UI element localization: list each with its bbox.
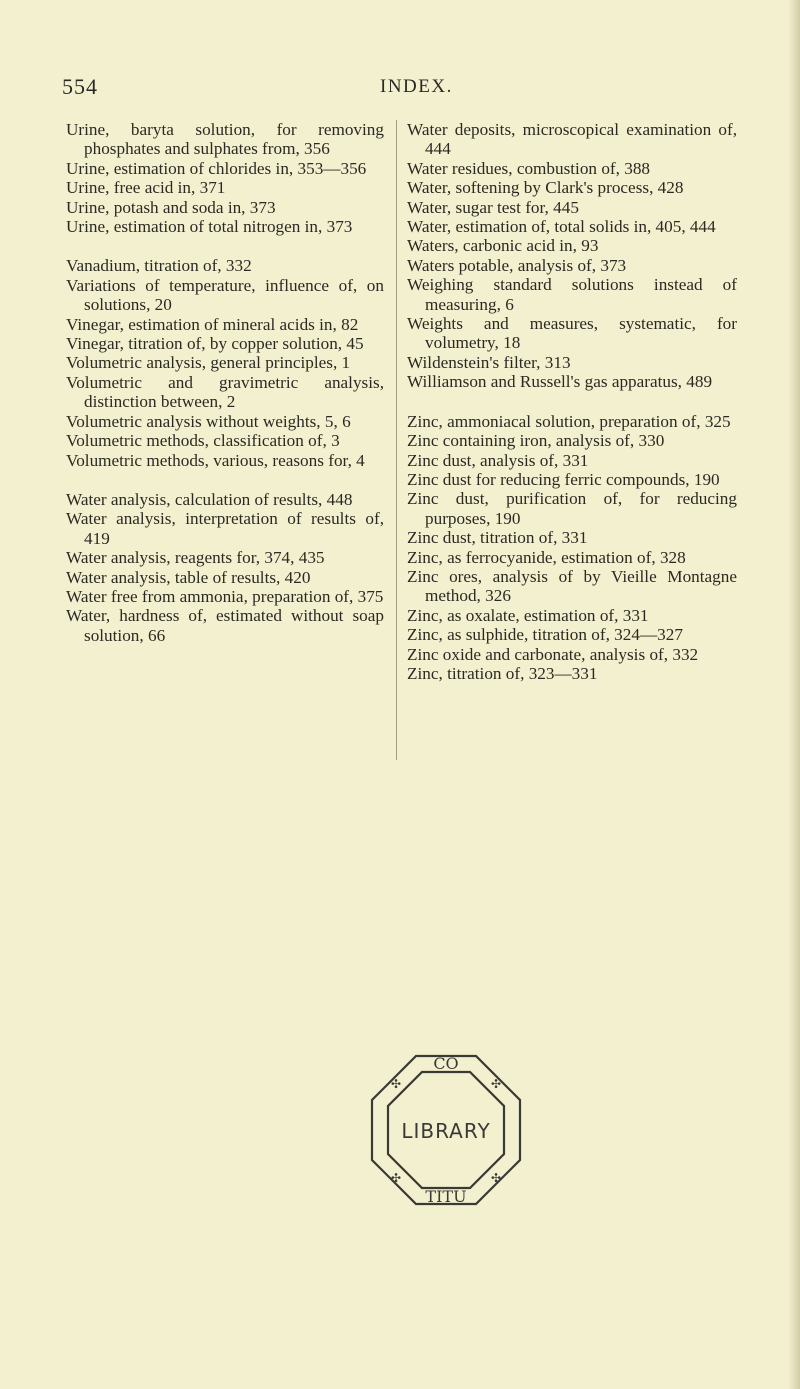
index-entry: Urine, baryta solution, for removing phosphates and sulphates from, 356 [66, 120, 384, 159]
index-entry: Volumetric and gravimetric analysis, distinction between, 2 [66, 372, 384, 412]
index-entry: Water analysis, interpretation of results of, 419 [66, 509, 384, 548]
index-entry: Zinc oxide and carbonate, analysis of, 332 [407, 644, 699, 664]
index-entry: Water, estimation of, total solids in, 405, 444 [407, 217, 716, 237]
right-column [407, 120, 737, 683]
index-entry: Zinc containing iron, analysis of, 330 [407, 431, 665, 451]
index-entry: Zinc, as ferrocyanide, estimation of, 328 [407, 547, 686, 567]
index-entry: Volumetric analysis, general principles, 1 [66, 353, 351, 373]
section-gap [66, 470, 384, 490]
index-entry: Zinc ores, analysis of by Vieille Montagne method, 326 [407, 566, 737, 606]
index-entry: Urine, estimation of total nitrogen in, 373 [66, 217, 353, 237]
page-header [62, 74, 762, 104]
index-entry: Water residues, combustion of, 388 [407, 158, 651, 178]
index-entry: Vanadium, titration of, 332 [66, 256, 252, 276]
index-entry: Waters, carbonic acid in, 93 [407, 236, 599, 256]
stamp-bottom-text: TITU [425, 1187, 467, 1206]
index-entry: Urine, free acid in, 371 [66, 178, 226, 198]
library-stamp-icon [366, 1050, 526, 1210]
index-entry: Waters potable, analysis of, 373 [407, 255, 627, 275]
index-entry: Volumetric methods, various, reasons for, 4 [66, 450, 365, 470]
index-entry: Urine, potash and soda in, 373 [66, 197, 276, 217]
index-entry: Zinc dust for reducing ferric compounds, 190 [407, 469, 720, 489]
page-edge-shadow [788, 0, 800, 1389]
index-entry: Water analysis, calculation of results, 448 [66, 489, 353, 509]
index-entry: Williamson and Russell's gas apparatus, 489 [407, 372, 713, 392]
index-entry: Zinc, ammoniacal solution, preparation of, 325 [407, 411, 731, 431]
index-entry: Vinegar, titration of, by copper solution, 45 [66, 334, 364, 354]
index-entry: Vinegar, estimation of mineral acids in, 82 [66, 314, 359, 334]
stamp-middle-text: LIBRARY [401, 1119, 491, 1143]
index-entry: Zinc dust, analysis of, 331 [407, 450, 589, 470]
index-entry: Water analysis, table of results, 420 [66, 567, 311, 587]
index-entry: Zinc dust, purification of, for reducing purposes, 190 [407, 489, 737, 528]
stamp-ornament-icon: ✣ [490, 1171, 502, 1185]
running-title: INDEX. [380, 76, 453, 97]
stamp-ornament-icon: ✣ [490, 1077, 502, 1091]
index-entry: Volumetric analysis without weights, 5, 6 [66, 411, 351, 431]
index-entry: Wildenstein's filter, 313 [407, 352, 571, 372]
stamp-ornament-icon: ✣ [390, 1171, 402, 1185]
index-entry: Water free from ammonia, preparation of, 375 [66, 586, 384, 606]
index-entry: Urine, estimation of chlorides in, 353—356 [66, 158, 367, 178]
stamp-top-text: CO [433, 1054, 459, 1073]
index-entry: Water deposits, microscopical examination of, 444 [407, 120, 737, 159]
index-entry: Water, sugar test for, 445 [407, 197, 579, 217]
section-gap [66, 236, 384, 256]
index-entry: Weights and measures, systematic, for volumetry, 18 [407, 314, 737, 353]
index-entry: Water analysis, reagents for, 374, 435 [66, 548, 325, 568]
index-entry: Water, softening by Clark's process, 428 [407, 178, 684, 198]
index-entry: Water, hardness of, estimated without soap solution, 66 [66, 606, 384, 645]
index-entry: Weighing standard solutions instead of measuring, 6 [407, 275, 737, 314]
index-entry: Zinc dust, titration of, 331 [407, 528, 588, 548]
left-column [66, 120, 384, 645]
page-number: 554 [62, 74, 98, 99]
column-divider [396, 120, 397, 760]
stamp-ornament-icon: ✣ [390, 1077, 402, 1091]
index-entry: Zinc, as sulphide, titration of, 324—327 [407, 625, 683, 645]
index-entry: Zinc, as oxalate, estimation of, 331 [407, 605, 649, 625]
index-entry: Variations of temperature, influence of, on solutions, 20 [66, 275, 384, 315]
index-entry: Zinc, titration of, 323—331 [407, 663, 598, 683]
index-entry: Volumetric methods, classification of, 3 [66, 431, 340, 451]
section-gap [407, 392, 737, 412]
